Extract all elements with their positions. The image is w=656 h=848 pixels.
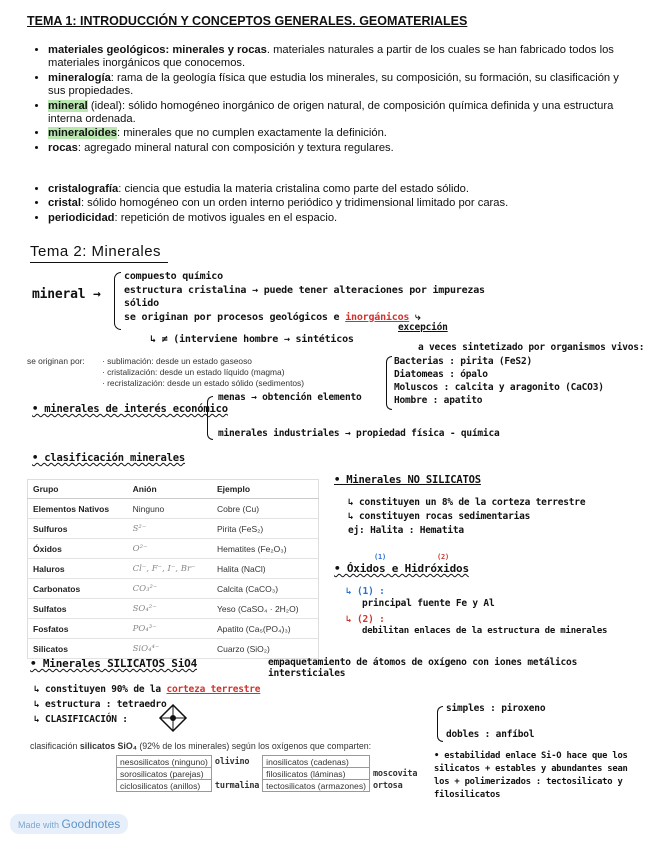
table-row: nesosilicatos (ninguno) olivino inosilicatos (cadenas) — [117, 756, 421, 768]
table-row: Carbonatos CO₃²⁻ Calcita (CaCO₃) — [28, 579, 319, 599]
mineral-brace — [114, 272, 121, 330]
mineral-label: mineral → — [32, 287, 101, 302]
oxidos-1: ↳ (1) : — [346, 586, 385, 597]
sinteticos-note: ↳ ≠ (interviene hombre → sintéticos — [150, 334, 354, 345]
table-row: Sulfuros S²⁻ Pirita (FeS₂) — [28, 519, 319, 539]
goodnotes-badge: Made with Goodnotes — [10, 814, 128, 834]
minerales-table — [27, 479, 319, 659]
list-item: • mineraloides: minerales que no cumplen exactamente la definición. — [48, 127, 638, 140]
interes-brace — [207, 396, 213, 440]
list-item: • cristalografía: ciencia que estudia la materia cristalina como parte del estado sólido. — [48, 183, 638, 196]
table-row: Óxidos O²⁻ Hematites (Fe₂O₃) — [28, 539, 319, 559]
organismos-brace — [386, 356, 392, 410]
tema1-title: TEMA 1: INTRODUCCIÓN Y CONCEPTOS GENERALES. GEOMATERIALES — [27, 14, 468, 28]
organismos-list: Bacterias : pirita (FeS2) Diatomeas : ópalo Moluscos : calcita y aragonito (CaCO3) Hombre : apatito — [394, 356, 604, 406]
list-item: • cristal: sólido homogéneo con un orden interno periódico y tridimensional limitado por caras. — [48, 197, 638, 210]
silicatos-table — [116, 755, 421, 792]
inosilicatos-brace — [437, 706, 443, 742]
list-item: • periodicidad: repetición de motivos iguales en el espacio. — [48, 212, 638, 225]
list-item: • rocas: agregado mineral natural con composición y textura regulares. — [48, 142, 638, 155]
procesos-list: · sublimación: desde un estado gaseoso · cristalización: desde un estado líquido (magma) · recristalización: desde un estado sólido (sedimentos) — [102, 356, 305, 388]
oxidos-2: ↳ (2) : — [346, 614, 385, 625]
oxidos-1-text: principal fuente Fe y Al — [362, 598, 495, 609]
silicatos-line-2: ↳ estructura : tetraedro — [34, 699, 167, 710]
list-item: • materiales geológicos: minerales y rocas. materiales naturales a partir de los cuales se han fabricado todos los materiales inorgánicos que conocemos. — [48, 44, 638, 71]
silicatos-line-3: ↳ CLASIFICACIÓN : — [34, 714, 128, 725]
no-silicatos-list: ↳ constituyen un 8% de la corteza terrestre ↳ constituyen rocas sedimentarias ej: Halita : Hematita — [348, 497, 586, 536]
mark-2: (2) — [437, 553, 450, 561]
tetraedro-icon — [158, 703, 188, 733]
tema1-cristal-definitions — [30, 183, 638, 226]
mineral-properties: compuesto químico estructura cristalina → puede tener alteraciones por impurezas sólido se originan por procesos geológicos e inorgánicos ⤷ — [124, 271, 485, 323]
dobles-line: dobles : anfíbol — [446, 729, 535, 740]
table-row: sorosilicatos (parejas) filosilicatos (láminas) moscovita — [117, 768, 421, 780]
menas-line: menas → obtención elemento — [218, 392, 362, 403]
table-header: Ejemplo — [212, 480, 319, 499]
table-row: Fosfatos PO₄³⁻ Apatito (Ca₅(PO₄)₃) — [28, 619, 319, 639]
table-row: Haluros Cl⁻, F⁻, I⁻, Br⁻ Halita (NaCl) — [28, 559, 319, 579]
tema1-definitions — [30, 44, 638, 156]
excepcion-label: excepción — [398, 322, 448, 333]
sintetizado-note: a veces sintetizado por organismos vivos: — [418, 342, 645, 353]
simples-line: simples : piroxeno — [446, 703, 546, 714]
empaquetamiento-note: empaquetamiento de átomos de oxígeno con iones metálicos intersticiales — [268, 657, 578, 679]
mark-1: (1) — [374, 553, 387, 561]
list-item: • mineral (ideal): sólido homogéneo inorgánico de origen natural, de composición química definida y una estructura interna ordenada. — [48, 100, 638, 127]
silicatos-title: • Minerales SILICATOS SiO4 — [30, 657, 197, 670]
table-row: Sulfatos SO₄²⁻ Yeso (CaSO₄ · 2H₂O) — [28, 599, 319, 619]
silicatos-line-1: ↳ constituyen 90% de la corteza terrestre — [34, 684, 261, 695]
table-row: ciclosilicatos (anillos) turmalina tectosilicatos (armazones) ortosa — [117, 780, 421, 792]
se-originan-label: se originan por: — [27, 356, 85, 366]
table-header: Grupo — [28, 480, 128, 499]
silicatos-clasificacion-caption: clasificación silicatos SiO₄ (92% de los minerales) según los oxígenos que comparten: — [30, 741, 372, 751]
table-header: Anión — [128, 480, 212, 499]
estabilidad-note: • estabilidad enlace Si-O hace que los silicatos + estables y abundantes sean los + polimerizados : tectosilicato y filosilicatos — [434, 751, 628, 800]
no-silicatos-title: • Minerales NO SILICATOS — [334, 474, 481, 486]
interes-economico-title: • minerales de interés económico — [32, 403, 228, 415]
clasificacion-title: • clasificación minerales — [32, 452, 186, 464]
industriales-line: minerales industriales → propiedad física - química — [218, 428, 500, 439]
tema2-underline — [30, 262, 168, 263]
oxidos-title: • Óxidos e Hidróxidos — [334, 562, 469, 575]
list-item: • mineralogía: rama de la geología física que estudia los minerales, su composición, su formación, su clasificación y sus propiedades. — [48, 72, 638, 99]
oxidos-2-text: debilitan enlaces de la estructura de minerales — [362, 626, 608, 636]
table-header-row — [28, 480, 319, 499]
table-row: Elementos Nativos Ninguno Cobre (Cu) — [28, 499, 319, 519]
tema2-title: Tema 2: Minerales — [30, 243, 162, 260]
table-row: Silicatos SiO₄⁴⁻ Cuarzo (SiO₂) — [28, 639, 319, 659]
